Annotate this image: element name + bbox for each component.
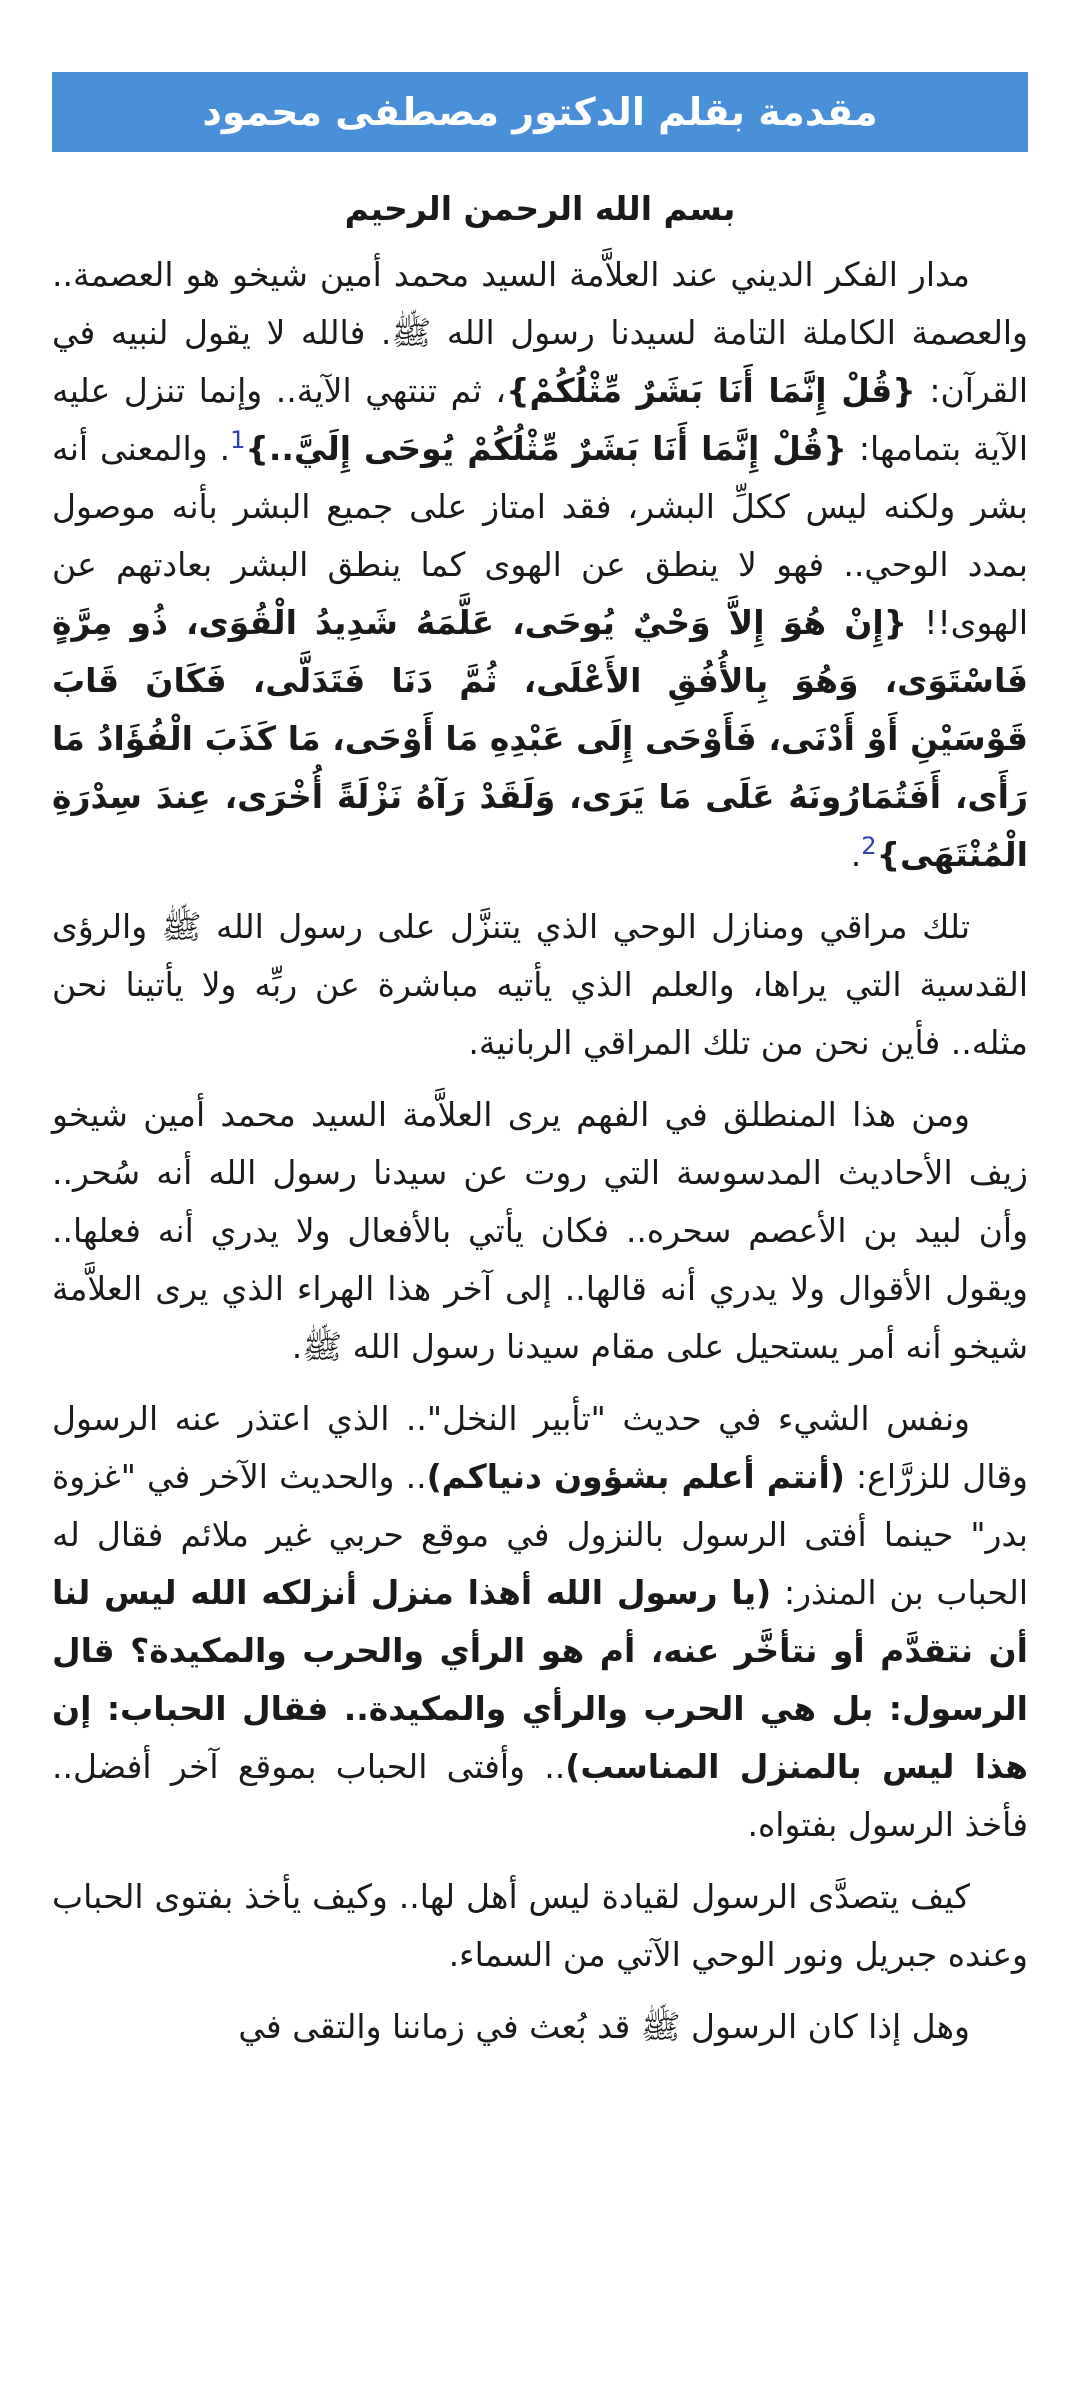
footnote-ref-1[interactable]: 1 bbox=[230, 426, 246, 454]
hadith-quote-1: (أنتم أعلم بشؤون دنياكم) bbox=[426, 1457, 845, 1496]
paragraph-1 bbox=[52, 246, 1028, 884]
basmala-heading: بسم الله الرحمن الرحيم bbox=[344, 189, 736, 228]
hadith-quote-2: (يا رسول الله أهذا منزل أنزلكه الله ليس لنا أن نتقدَّم أو نتأخَّر عنه، أم هو الرأي والحرب والمكيدة؟ قال الرسول: بل هي الحرب والرأي والمكيدة.. فقال الحباب: إن هذا ليس بالمنزل المناسب) bbox=[52, 1573, 1028, 1786]
header-bar bbox=[52, 72, 1028, 152]
paragraph-4-text-a: ونفس الشيء في حديث "تأبير النخل".. الذي اعتذر عنه الرسول وقال للزرَّاع: bbox=[52, 1399, 1028, 1496]
paragraph-4-text-b: .. والحديث الآخر في "غزوة بدر" حينما أفتى الرسول بالنزول في موقع حربي غير ملائم فقال له الحباب بن المنذر: bbox=[52, 1457, 1029, 1612]
paragraph-4-text-c: .. وأفتى الحباب بموقع آخر أفضل.. فأخذ الرسول بفتواه. bbox=[52, 1747, 1028, 1844]
paragraph-2: تلك مراقي ومنازل الوحي الذي يتنزَّل على رسول الله ﷺ والرؤى القدسية التي يراها، والعلم الذي يأتيه مباشرة عن ربِّه ولا يأتينا نحن مثله.. فأين نحن من تلك المراقي الربانية. bbox=[52, 907, 1028, 1062]
paragraph-4 bbox=[52, 1390, 1028, 1854]
chapter-title: مقدمة بقلم الدكتور مصطفى محمود bbox=[202, 90, 878, 134]
footnote-ref-2[interactable]: 2 bbox=[861, 832, 877, 860]
paragraph-1-text-d: . bbox=[850, 835, 862, 874]
document-page bbox=[52, 72, 1028, 2070]
paragraph-1-text-c: . والمعنى أنه بشر ولكنه ليس ككلِّ البشر، فقد امتاز على جميع البشر بأنه موصول بمدد الوحي.. فهو لا ينطق عن الهوى كما ينطق البشر بعادتهم عن الهوى!! bbox=[52, 429, 1028, 642]
quran-verse-1: {قُلْ إِنَّمَا أَنَا بَشَرٌ مِّثْلُكُمْ} bbox=[506, 371, 916, 410]
paragraph-6: وهل إذا كان الرسول ﷺ قد بُعث في زماننا والتقى في bbox=[238, 2007, 970, 2046]
paragraph-5: كيف يتصدَّى الرسول لقيادة ليس أهل لها.. وكيف يأخذ بفتوى الحباب وعنده جبريل ونور الوحي الآتي من السماء. bbox=[52, 1877, 1028, 1974]
paragraph-1-text-a: مدار الفكر الديني عند العلاَّمة السيد محمد أمين شيخو هو العصمة.. والعصمة الكاملة التامة لسيدنا رسول الله ﷺ. فالله لا يقول لنبيه في القرآن: bbox=[52, 255, 1028, 410]
paragraph-1-text-b: ، ثم تنتهي الآية.. وإنما تنزل عليه الآية بتمامها: bbox=[52, 371, 1029, 468]
paragraph-3: ومن هذا المنطلق في الفهم يرى العلاَّمة السيد محمد أمين شيخو زيف الأحاديث المدسوسة التي روت عن سيدنا رسول الله أنه سُحر.. وأن لبيد بن الأعصم سحره.. فكان يأتي بالأفعال ولا يدري أنه فعلها.. ويقول الأقوال ولا يدري أنه قالها.. إلى آخر هذا الهراء الذي يرى العلاَّمة شيخو أنه أمر يستحيل على مقام سيدنا رسول الله ﷺ. bbox=[52, 1095, 1028, 1366]
quran-verse-2: {قُلْ إِنَّمَا أَنَا بَشَرٌ مِّثْلُكُمْ يُوحَى إِلَيَّ..} bbox=[245, 429, 847, 468]
quran-verse-3: {إِنْ هُوَ إِلاَّ وَحْيٌ يُوحَى، عَلَّمَهُ شَدِيدُ الْقُوَى، ذُو مِرَّةٍ فَاسْتَوَى، وَهُوَ بِالأُفُقِ الأَعْلَى، ثُمَّ دَنَا فَتَدَلَّى، فَكَانَ قَابَ قَوْسَيْنِ أَوْ أَدْنَى، فَأَوْحَى إِلَى عَبْدِهِ مَا أَوْحَى، مَا كَذَبَ الْفُؤَادُ مَا رَأَى، أَفَتُمَارُونَهُ عَلَى مَا يَرَى، وَلَقَدْ رَآهُ نَزْلَةً أُخْرَى، عِندَ سِدْرَةِ الْمُنْتَهَى} bbox=[52, 603, 1028, 874]
